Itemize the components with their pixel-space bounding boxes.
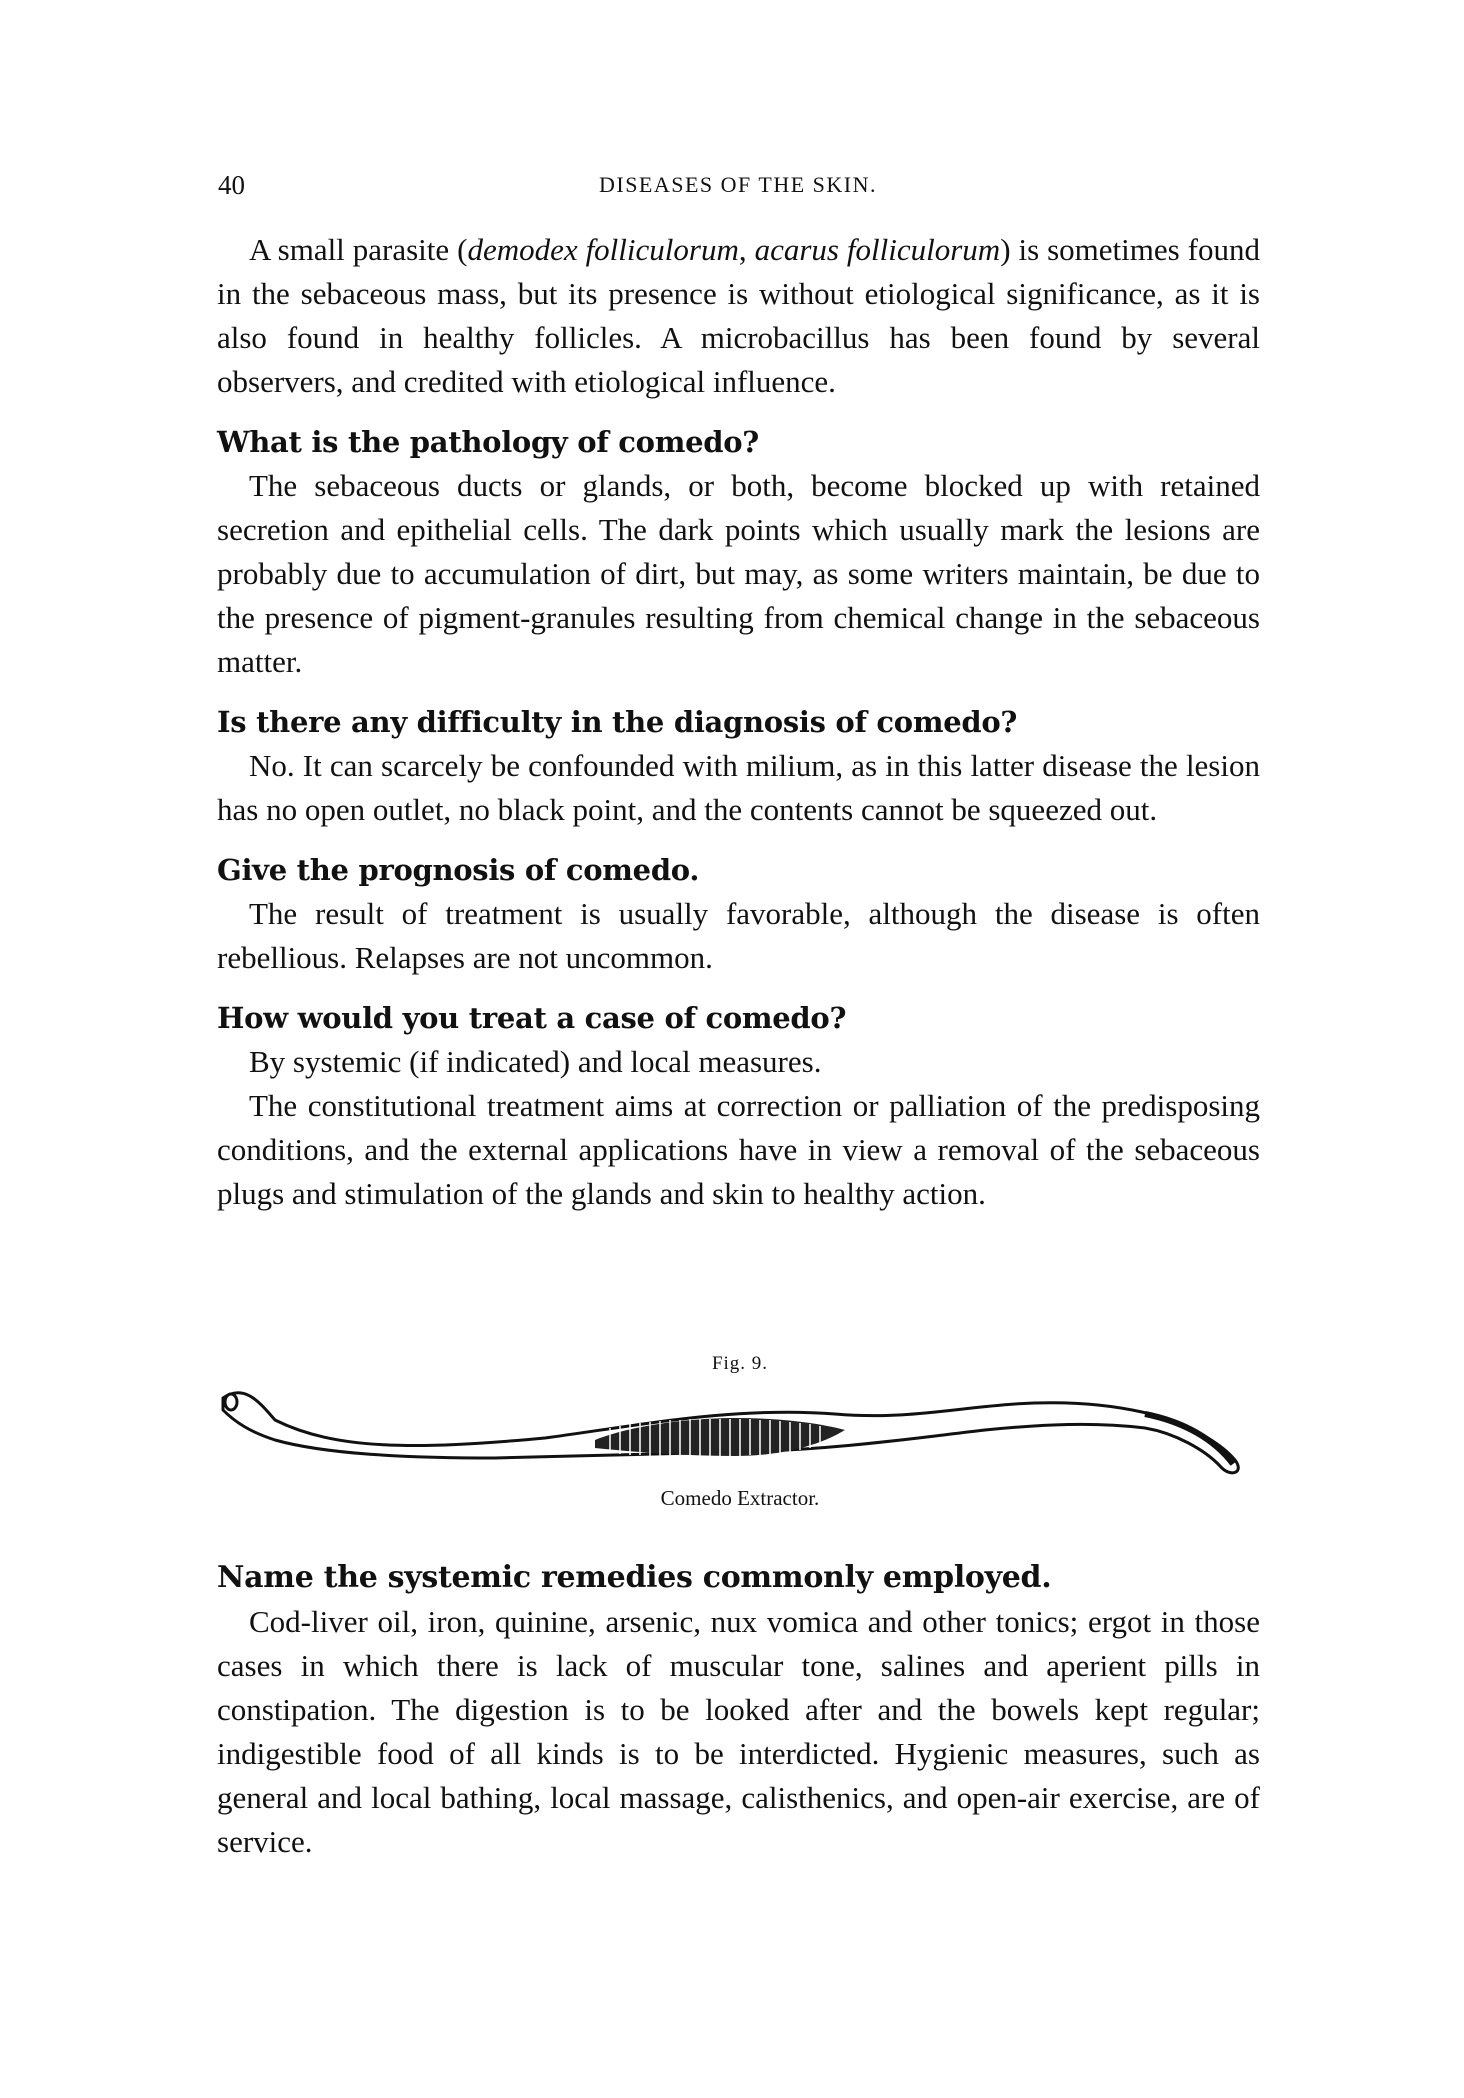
comedo-extractor-icon [215,1378,1265,1478]
answer-paragraph: Cod-liver oil, iron, quinine, arsenic, nux vomica and other tonics; ergot in those cases in which there is lack of muscular tone, salines and aperient pills in constipation. The digestion is to be looked after and the bowels kept regular; indigestible food of all kinds is to be interdicted. Hygienic measures, such as general and local bathing, local massage, calisthenics, and open-air exercise, are of service. [217,1604,1260,1859]
figure-label: Fig. 9. [711,1353,769,1374]
remedies-block [217,1556,1260,1864]
answer-paragraph: The result of treatment is usually favorable, although the disease is often rebellious. Relapses are not uncommon. [217,896,1260,975]
question-heading: What is the pathology of comedo? [217,425,759,459]
section-treatment [217,996,1260,1216]
running-title: DISEASES OF THE SKIN. [598,172,877,197]
section-pathology [217,420,1260,684]
answer-paragraph: The constitutional treatment aims at correction or palliation of the predisposing conditions, and the external applications have in view a removal of the sebaceous plugs and stimulation of the glands and skin to healthy action. [217,1088,1260,1211]
answer-paragraph: The sebaceous ducts or glands, or both, become blocked up with retained secretion and epithelial cells. The dark points which usually mark the lesions are probably due to accumulation of dirt, but may, as some writers maintain, be due to the presence of pigment-granules resulting from chemical change in the sebaceous matter. [217,468,1260,679]
page-header [218,170,1258,210]
answer-paragraph: By systemic (if indicated) and local measures. [249,1044,822,1079]
figure-caption: Comedo Extractor. [660,1486,820,1510]
question-heading: Name the systemic remedies commonly employed. [217,1560,1052,1595]
species-name: demodex folliculorum [467,232,739,267]
page-number: 40 [218,170,245,200]
figure-9 [215,1350,1265,1520]
section-diagnosis [217,700,1260,832]
question-heading: How would you treat a case of comedo? [217,1001,847,1035]
question-heading: Is there any difficulty in the diagnosis of comedo? [217,705,1018,739]
answer-paragraph: No. It can scarcely be confounded with milium, as in this latter disease the lesion has no open outlet, no black point, and the contents cannot be squeezed out. [217,748,1260,827]
intro-paragraph: A small parasite (demodex folliculorum, acarus folliculorum) is sometimes found in the sebaceous mass, but its presence is without etiological significance, as it is also found in healthy follicles. A microbacillus has been found by several observers, and credited with etiological influence. [217,232,1260,399]
species-name: acarus folliculorum [754,232,1001,267]
section-prognosis [217,848,1260,980]
question-heading: Give the prognosis of comedo. [217,853,700,887]
intro-block [217,228,1260,1216]
